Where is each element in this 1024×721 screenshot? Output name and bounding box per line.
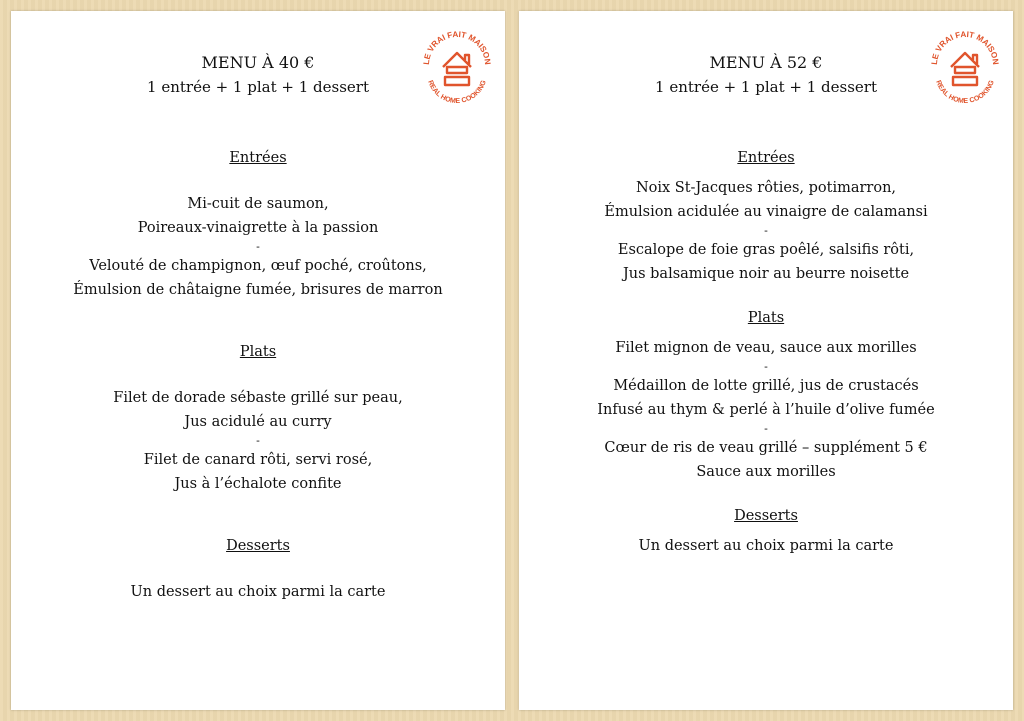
plat-line: Cœur de ris de veau grillé – supplément 5 € xyxy=(604,440,928,456)
menu-title: MENU À 40 € xyxy=(201,53,315,72)
desserts-title: Desserts xyxy=(226,538,290,554)
separator: - xyxy=(256,240,260,253)
plat-line: Médaillon de lotte grillé, jus de crustacés xyxy=(613,378,919,394)
entree-line: Jus balsamique noir au beurre noisette xyxy=(622,266,910,282)
menu-content xyxy=(11,146,505,604)
separator: - xyxy=(764,360,768,373)
menu-content xyxy=(519,146,1013,558)
svg-text:LE VRAI FAIT MAISON: LE VRAI FAIT MAISON xyxy=(929,29,1001,66)
svg-text:REAL HOME COOKING: REAL HOME COOKING xyxy=(426,79,488,106)
entree-line: Noix St-Jacques rôties, potimarron, xyxy=(635,180,897,196)
entree-line: Velouté de champignon, œuf poché, croûtons, xyxy=(89,258,427,274)
entrees-title: Entrées xyxy=(229,150,287,166)
plat-line: Filet de dorade sébaste grillé sur peau, xyxy=(113,390,403,406)
entrees-title: Entrées xyxy=(737,150,795,166)
plat-line: Sauce aux morilles xyxy=(696,464,836,480)
plat-line: Infusé au thym & perlé à l’huile d’olive fumée xyxy=(597,402,935,418)
menu-title: MENU À 52 € xyxy=(709,53,823,72)
svg-text:REAL HOME COOKING: REAL HOME COOKING xyxy=(934,79,996,106)
menu-subtitle: 1 entrée + 1 plat + 1 dessert xyxy=(147,78,369,96)
menu-subtitle: 1 entrée + 1 plat + 1 dessert xyxy=(655,78,877,96)
entree-line: Mi-cuit de saumon, xyxy=(187,196,329,212)
entree-line: Émulsion acidulée au vinaigre de calamansi xyxy=(604,204,928,220)
plat-line: Filet mignon de veau, sauce aux morilles xyxy=(615,340,917,356)
dessert-line: Un dessert au choix parmi la carte xyxy=(638,538,894,554)
plat-line: Filet de canard rôti, servi rosé, xyxy=(143,452,373,468)
separator: - xyxy=(764,422,768,435)
entree-line: Poireaux-vinaigrette à la passion xyxy=(137,220,379,236)
dessert-line: Un dessert au choix parmi la carte xyxy=(130,584,386,600)
plats-title: Plats xyxy=(747,310,785,326)
plats-title: Plats xyxy=(239,344,277,360)
desserts-title: Desserts xyxy=(734,508,798,524)
entree-line: Émulsion de châtaigne fumée, brisures de marron xyxy=(73,282,443,298)
plat-line: Jus à l’échalote confite xyxy=(174,476,342,492)
menu-page-52 xyxy=(519,11,1013,710)
menu-page-40 xyxy=(11,11,505,710)
separator: - xyxy=(256,434,260,447)
fait-maison-logo xyxy=(421,27,493,111)
svg-text:LE VRAI FAIT MAISON: LE VRAI FAIT MAISON xyxy=(421,29,493,66)
separator: - xyxy=(764,224,768,237)
plat-line: Jus acidulé au curry xyxy=(184,414,332,430)
fait-maison-logo xyxy=(929,27,1001,111)
entree-line: Escalope de foie gras poêlé, salsifis rôti, xyxy=(617,242,915,258)
